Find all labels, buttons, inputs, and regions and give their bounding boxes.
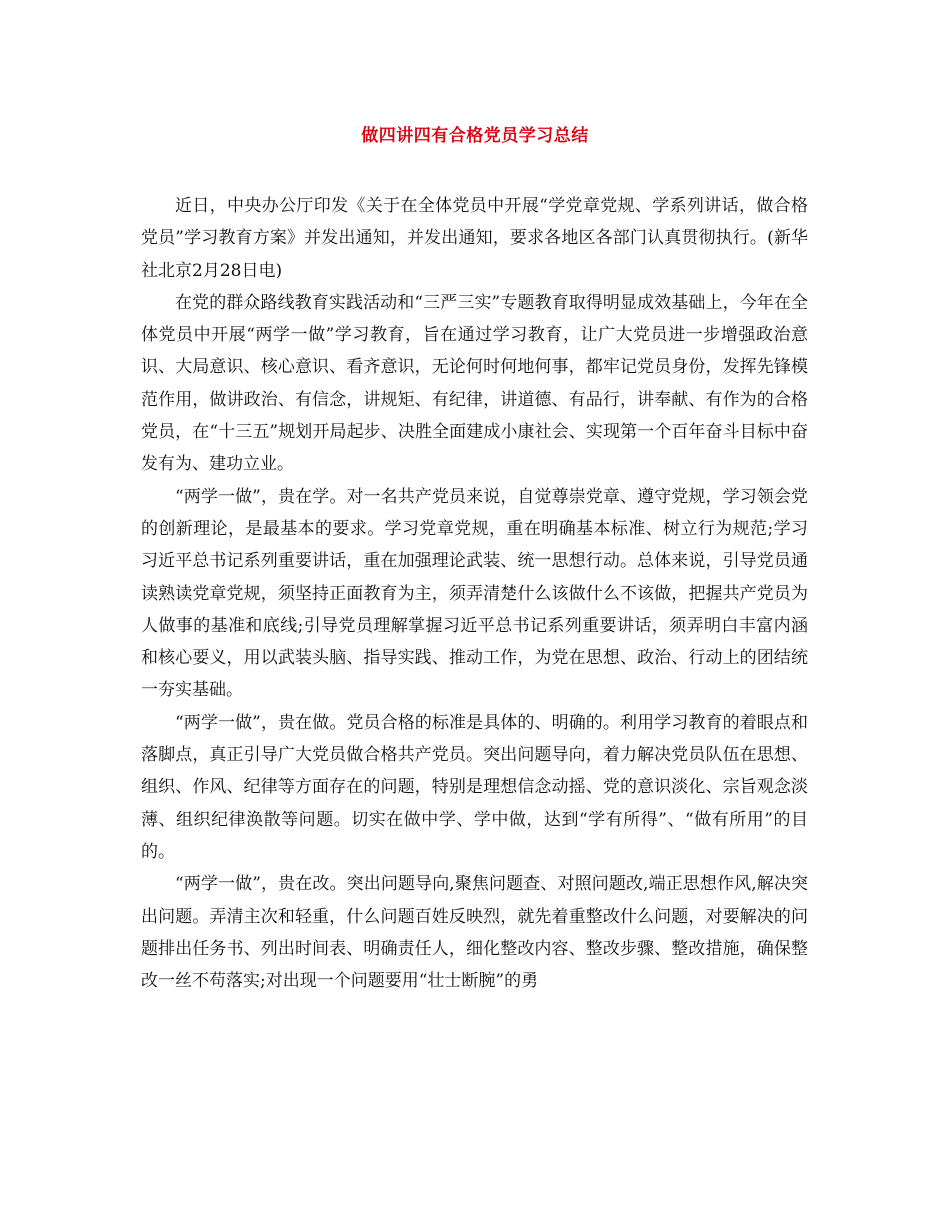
paragraph-2: 在党的群众路线教育实践活动和“三严三实”专题教育取得明显成效基础上，今年在全体党员中开展“两学一做”学习教育，旨在通过学习教育，让广大党员进一步增强政治意识、大局意识、核心意识、看齐意识，无论何时何地何事，都牢记党员身份，发挥先锋模范作用，做讲政治、有信念，讲规矩、有纪律，讲道德、有品行，讲奉献、有作为的合格党员，在“十三五”规划开局起步、决胜全面建成小康社会、实现第一个百年奋斗目标中奋发有为、建功立业。 <box>141 292 808 475</box>
paragraph-1: 近日，中央办公厅印发《关于在全体党员中开展“学党章党规、学系列讲话，做合格党员”学习教育方案》并发出通知，并发出通知，要求各地区各部门认真贯彻执行。(新华社北京2月28日电) <box>141 196 808 281</box>
paragraph-4: “两学一做”，贵在做。党员合格的标准是具体的、明确的。利用学习教育的着眼点和落脚点，真正引导广大党员做合格共产党员。突出问题导向，着力解决党员队伍在思想、组织、作风、纪律等方面存在的问题，特别是理想信念动摇、党的意识淡化、宗旨观念淡薄、组织纪律涣散等问题。切实在做中学、学中做，达到“学有所得”、“做有所用”的目的。 <box>141 712 808 862</box>
document-body <box>141 190 808 997</box>
document-title: 做四讲四有合格党员学习总结 <box>361 126 589 146</box>
paragraph-5: “两学一做”，贵在改。突出问题导向,聚焦问题查、对照问题改,端正思想作风,解决突出问题。弄清主次和轻重，什么问题百姓反映烈，就先着重整改什么问题，对要解决的问题排出任务书、列出时间表、明确责任人，细化整改内容、整改步骤、整改措施，确保整改一丝不苟落实;对出现一个问题要用“壮士断腕”的勇 <box>141 874 808 992</box>
paragraph-3: “两学一做”，贵在学。对一名共产党员来说，自觉尊崇党章、遵守党规，学习领会党的创新理论，是最基本的要求。学习党章党规，重在明确基本标准、树立行为规范;学习习近平总书记系列重要讲话，重在加强理论武装、统一思想行动。总体来说，引导党员通读熟读党章党规，须坚持正面教育为主，须弄清楚什么该做什么不该做，把握共产党员为人做事的基准和底线;引导党员理解掌握习近平总书记系列重要讲话，须弄明白丰富内涵和核心要义，用以武装头脑、指导实践、推动工作，为党在思想、政治、行动上的团结统一夯实基础。 <box>141 486 808 701</box>
